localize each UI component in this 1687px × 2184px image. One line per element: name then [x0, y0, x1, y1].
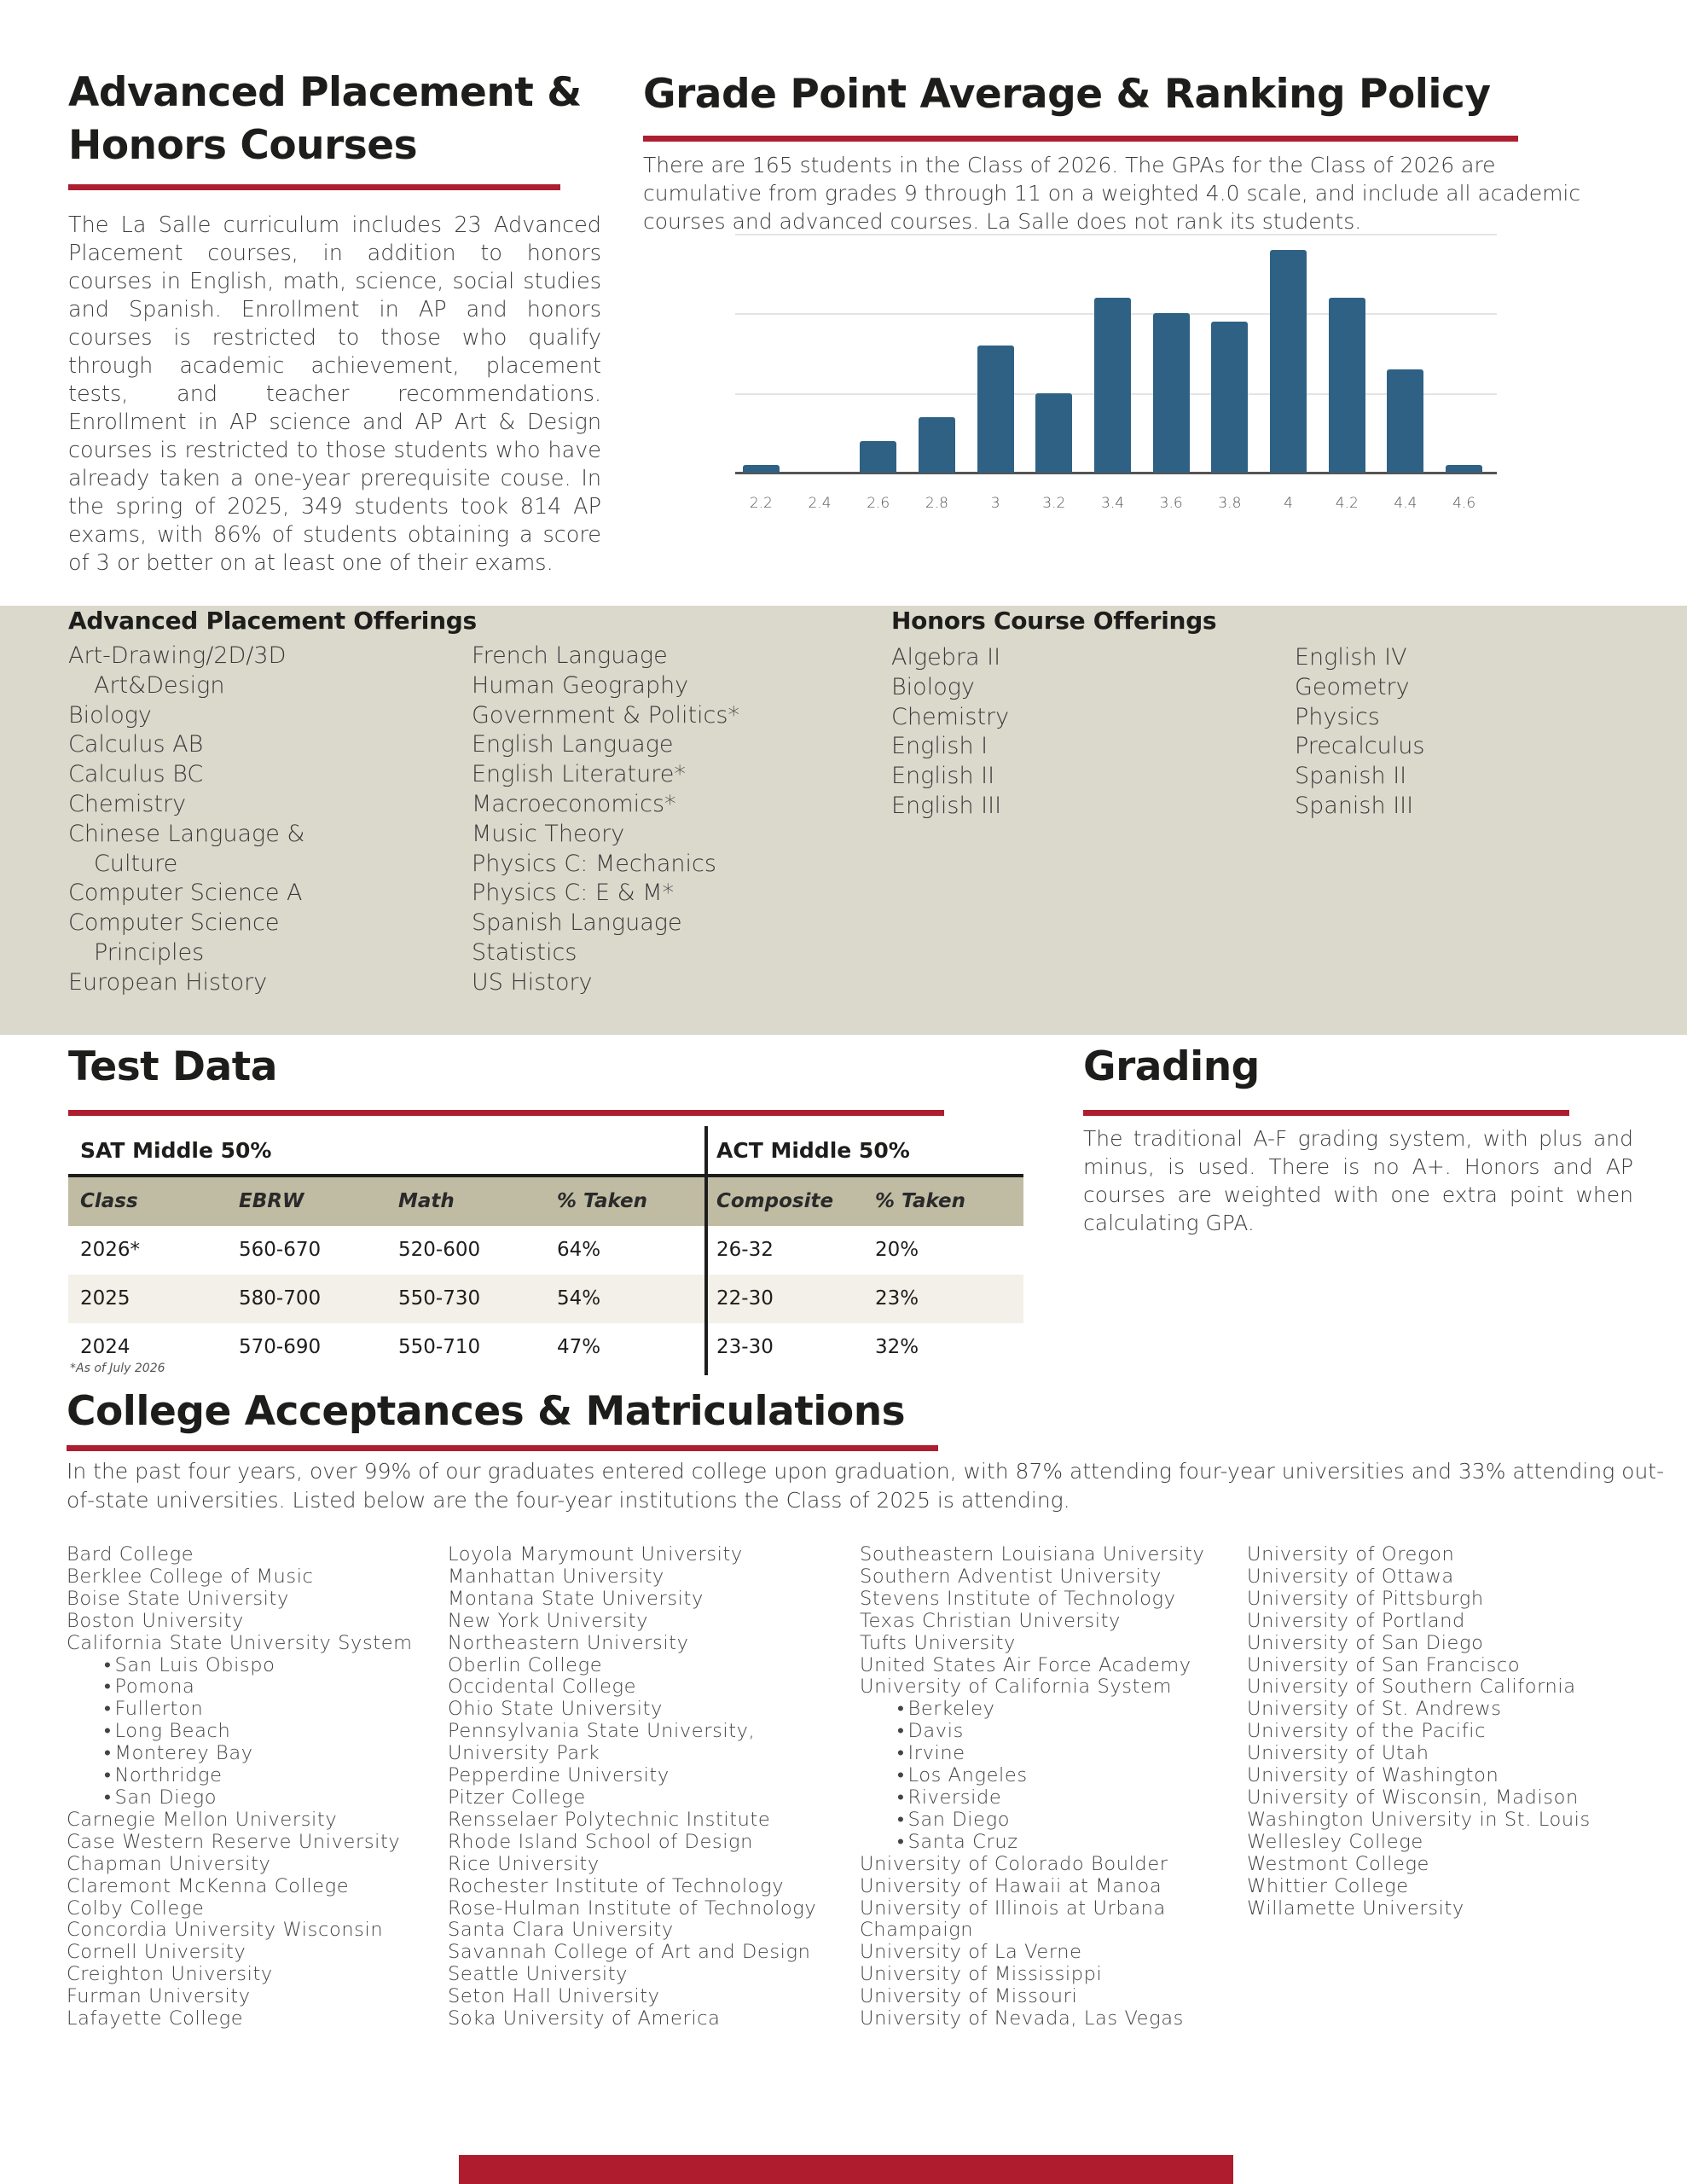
- ap-heading-line2: Honors Courses: [68, 122, 418, 169]
- list-item: Calculus BC: [68, 761, 204, 788]
- chart-x-tick-label: 2.8: [925, 495, 948, 512]
- list-item: • Irvine: [860, 1743, 1204, 1765]
- cell-class: 2024: [80, 1336, 130, 1358]
- list-item: University of La Verne: [860, 1941, 1082, 1964]
- list-item: Stevens Institute of Technology: [860, 1587, 1176, 1610]
- col-header-class: Class: [80, 1190, 138, 1212]
- list-item: Seton Hall University: [448, 1985, 660, 2008]
- cell-act-taken: 20%: [875, 1239, 919, 1261]
- list-item: Montana State University: [448, 1587, 704, 1610]
- chart-x-tick-label: 3: [990, 495, 1000, 512]
- list-item: University of Illinois at Urbana: [860, 1896, 1166, 1920]
- list-item: Statistics: [472, 938, 577, 966]
- chart-bar: [977, 346, 1014, 473]
- list-item: University of Oregon: [1247, 1543, 1455, 1565]
- chart-bar: [1329, 298, 1365, 473]
- ap-offerings-title: Advanced Placement Offerings: [68, 607, 477, 635]
- honors-offerings-title: Honors Course Offerings: [891, 607, 1217, 635]
- ap-offerings-list-1: [68, 642, 304, 998]
- list-item: Calculus AB: [68, 731, 204, 758]
- list-item: Rice University: [448, 1852, 600, 1875]
- chart-bar: [919, 417, 955, 473]
- list-item: University of San Diego: [1247, 1631, 1484, 1654]
- ap-offerings-list-2: [472, 642, 739, 998]
- chart-x-tick-label: 2.6: [867, 495, 890, 512]
- list-item: Washington University in St. Louis: [1247, 1808, 1591, 1831]
- list-item: • San Diego: [67, 1787, 413, 1809]
- list-item: Art&Design: [94, 671, 225, 699]
- list-item: University of Mississippi: [860, 1963, 1103, 1986]
- list-item: University of California System: [860, 1676, 1172, 1699]
- footer-bar: [459, 2155, 1233, 2184]
- ap-honors-heading: [68, 67, 631, 172]
- list-item: Tufts University: [860, 1631, 1016, 1654]
- test-data-footnote: *As of July 2026: [70, 1362, 165, 1375]
- gpa-heading: Grade Point Average & Ranking Policy: [643, 71, 1491, 118]
- chart-x-tick-label: 4: [1284, 495, 1293, 512]
- list-item: Spanish II: [1295, 763, 1407, 790]
- list-item: Principles: [94, 938, 205, 966]
- list-item: Algebra II: [891, 644, 1001, 671]
- list-item: • Berkeley: [860, 1699, 1204, 1721]
- list-item: Spanish III: [1295, 792, 1414, 819]
- list-item: University of Ottawa: [1247, 1565, 1454, 1588]
- list-item: French Language: [472, 642, 668, 669]
- list-item: New York University: [448, 1609, 649, 1632]
- list-item: Whittier College: [1247, 1874, 1409, 1897]
- list-item: Government & Politics*: [472, 701, 739, 729]
- chart-x-tick-label: 3.2: [1042, 495, 1066, 512]
- honors-offerings-list-1: [891, 643, 1009, 822]
- list-item: University of Pittsburgh: [1247, 1587, 1484, 1610]
- list-item: Cornell University: [67, 1941, 246, 1964]
- list-item: Seattle University: [448, 1963, 629, 1986]
- college-list-column-3: [860, 1544, 1204, 2030]
- chart-bar: [1270, 250, 1307, 473]
- list-item: Culture: [94, 850, 178, 877]
- chart-bar: [743, 465, 780, 473]
- list-item: Rhode Island School of Design: [448, 1830, 754, 1853]
- grading-rule: [1083, 1110, 1569, 1116]
- list-item: English III: [891, 792, 1002, 819]
- list-item: Manhattan University: [448, 1565, 664, 1588]
- col-header-composite: Composite: [716, 1190, 834, 1212]
- list-item: University of the Pacific: [1247, 1720, 1487, 1743]
- cell-math: 550-710: [398, 1336, 481, 1358]
- table-row: [68, 1226, 1023, 1275]
- list-item: University of Missouri: [860, 1985, 1078, 2008]
- college-description: In the past four years, over 99% of our graduates entered college upon graduation, with 87% attending four-year universities and 33% attending out-of-state universities. Listed below are the four-year institutions the Class of 2025 is attending.: [67, 1459, 1665, 1513]
- list-item: Physics: [1295, 703, 1380, 730]
- list-item: Soka University of America: [448, 2007, 721, 2030]
- list-item: • Santa Cruz: [860, 1832, 1204, 1854]
- list-item: Computer Science: [68, 909, 280, 937]
- chart-x-tick-label: 3.6: [1159, 495, 1183, 512]
- test-data-rule: [68, 1110, 944, 1116]
- list-item: University of St. Andrews: [1247, 1698, 1502, 1721]
- list-item: • Northridge: [67, 1765, 413, 1787]
- ap-heading-line1: Advanced Placement &: [68, 69, 582, 116]
- gpa-heading-rule: [643, 136, 1518, 142]
- list-item: Savannah College of Art and Design: [448, 1941, 811, 1964]
- table-row: [68, 1275, 1023, 1323]
- list-item: English Language: [472, 731, 674, 758]
- chart-x-tick-label: 3.4: [1100, 495, 1125, 512]
- list-item: Texas Christian University: [860, 1609, 1121, 1632]
- cell-class: 2025: [80, 1287, 130, 1310]
- list-item: Lafayette College: [67, 2007, 244, 2030]
- list-item: University of Wisconsin, Madison: [1247, 1786, 1579, 1809]
- list-item: Ohio State University: [448, 1698, 663, 1721]
- cell-math: 550-730: [398, 1287, 481, 1310]
- list-item: University of Colorado Boulder: [860, 1852, 1168, 1875]
- cell-composite: 23-30: [716, 1336, 774, 1358]
- cell-act-taken: 32%: [875, 1336, 919, 1358]
- test-scores-table: [68, 1126, 1023, 1375]
- cell-composite: 26-32: [716, 1239, 774, 1261]
- test-data-heading: Test Data: [68, 1043, 277, 1090]
- list-item: • Riverside: [860, 1787, 1204, 1809]
- list-item: Macroeconomics*: [472, 790, 676, 817]
- list-item: Geometry: [1295, 673, 1410, 700]
- grading-description: The traditional A-F grading system, with plus and minus, is used. There is no A+. Honors and AP courses are weighted with one extra point when calculating GPA.: [1083, 1126, 1633, 1235]
- list-item: Creighton University: [67, 1963, 273, 1986]
- list-item: Spanish Language: [472, 909, 682, 937]
- cell-ebrw: 570-690: [239, 1336, 322, 1358]
- college-list-column-2: [448, 1544, 816, 2030]
- list-item: Rensselaer Polytechnic Institute: [448, 1808, 771, 1831]
- ap-heading-rule: [68, 184, 560, 190]
- cell-sat-taken: 47%: [557, 1336, 601, 1358]
- list-item: Human Geography: [472, 671, 689, 699]
- chart-bar: [1035, 393, 1072, 473]
- list-item: • Pomona: [67, 1676, 413, 1699]
- table-row: [68, 1323, 1023, 1372]
- list-item: Willamette University: [1247, 1896, 1464, 1920]
- chart-x-tick-label: 2.2: [749, 495, 773, 512]
- chart-bar: [1211, 322, 1248, 473]
- list-item: Southern Adventist University: [860, 1565, 1162, 1588]
- list-item: University of Washington: [1247, 1764, 1499, 1787]
- cell-math: 520-600: [398, 1239, 481, 1261]
- list-item: • Monterey Bay: [67, 1743, 413, 1765]
- college-list-column-1: [67, 1544, 413, 2030]
- list-item: United States Air Force Academy: [860, 1653, 1191, 1676]
- list-item: Chemistry: [68, 790, 187, 817]
- list-item: Physics C: E & M*: [472, 880, 675, 907]
- chart-bar: [1153, 313, 1190, 473]
- list-item: • Davis: [860, 1721, 1204, 1743]
- list-item: Westmont College: [1247, 1852, 1430, 1875]
- list-item: Art-Drawing/2D/3D: [68, 642, 287, 669]
- chart-x-tick-label: 3.8: [1218, 495, 1242, 512]
- list-item: Chemistry: [891, 703, 1010, 730]
- list-item: Loyola Marymount University: [448, 1543, 743, 1565]
- cell-composite: 22-30: [716, 1287, 774, 1310]
- list-item: Champaign: [860, 1919, 974, 1942]
- grading-heading: Grading: [1083, 1043, 1260, 1090]
- list-item: US History: [472, 968, 593, 996]
- chart-x-tick-label: 2.4: [808, 495, 832, 512]
- list-item: Bard College: [67, 1543, 194, 1565]
- list-item: Santa Clara University: [448, 1919, 674, 1942]
- list-item: • Fullerton: [67, 1699, 413, 1721]
- chart-x-tick-label: 4.2: [1335, 495, 1359, 512]
- list-item: Biology: [68, 701, 152, 729]
- col-header-sat-taken: % Taken: [557, 1190, 647, 1212]
- list-item: University of Hawaii at Manoa: [860, 1874, 1162, 1897]
- col-header-act-taken: % Taken: [875, 1190, 965, 1212]
- list-item: University of Utah: [1247, 1742, 1429, 1765]
- cell-sat-taken: 54%: [557, 1287, 601, 1310]
- list-item: University of San Francisco: [1247, 1653, 1521, 1676]
- list-item: Rose-Hulman Institute of Technology: [448, 1896, 817, 1920]
- chart-bar: [1387, 369, 1423, 473]
- list-item: Claremont McKenna College: [67, 1874, 350, 1897]
- col-header-ebrw: EBRW: [239, 1190, 304, 1212]
- gpa-description: There are 165 students in the Class of 2026. The GPAs for the Class of 2026 are cumulative from grades 9 through 11 on a weighted 4.0 scale, and include all academic courses and advanced courses. La Salle does not rank its students.: [643, 153, 1581, 234]
- college-rule: [67, 1445, 938, 1451]
- list-item: Southeastern Louisiana University: [860, 1543, 1205, 1565]
- list-item: Berklee College of Music: [67, 1565, 314, 1588]
- gpa-distribution-chart: [735, 234, 1497, 524]
- list-item: Pennsylvania State University,: [448, 1720, 756, 1743]
- list-item: Northeastern University: [448, 1631, 689, 1654]
- table-header-row: [68, 1177, 1023, 1226]
- list-item: Furman University: [67, 1985, 251, 2008]
- sat-group-label: SAT Middle 50%: [80, 1138, 272, 1163]
- list-item: • Long Beach: [67, 1721, 413, 1743]
- list-item: Case Western Reserve University: [67, 1830, 401, 1853]
- list-item: University of Nevada, Las Vegas: [860, 2007, 1184, 2030]
- list-item: Boise State University: [67, 1587, 289, 1610]
- list-item: • Los Angeles: [860, 1765, 1204, 1787]
- act-group-label: ACT Middle 50%: [716, 1138, 910, 1163]
- ap-description: The La Salle curriculum includes 23 Advanced Placement courses, in addition to honors courses in English, math, science, social studies and Spanish. Enrollment in AP and honors courses is restricted to those who qualify through academic achievement, placement tests, and teacher recommendations. Enrollment in AP science and AP Art & Design courses is restricted to those students who have already taken a one-year prerequisite couse. In the spring of 2025, 349 students took 814 AP exams, with 86% of students obtaining a score of 3 or better on at least one of their exams.: [68, 212, 601, 576]
- list-item: English I: [891, 733, 988, 760]
- college-heading: College Acceptances & Matriculations: [67, 1388, 906, 1435]
- list-item: English IV: [1295, 644, 1407, 671]
- list-item: Oberlin College: [448, 1653, 603, 1676]
- list-item: English Literature*: [472, 761, 686, 788]
- chart-bar: [860, 441, 896, 473]
- chart-x-tick-label: 4.6: [1452, 495, 1476, 512]
- list-item: Rochester Institute of Technology: [448, 1874, 785, 1897]
- cell-class: 2026*: [80, 1239, 141, 1261]
- list-item: California State University System: [67, 1631, 413, 1654]
- list-item: Chinese Language &: [68, 820, 305, 847]
- list-item: Occidental College: [448, 1676, 637, 1699]
- course-offerings-panel: [0, 606, 1687, 1035]
- list-item: Boston University: [67, 1609, 244, 1632]
- list-item: Pepperdine University: [448, 1764, 670, 1787]
- honors-offerings-list-2: [1295, 643, 1424, 822]
- list-item: Carnegie Mellon University: [67, 1808, 338, 1831]
- list-item: Computer Science A: [68, 880, 303, 907]
- college-list-column-4: [1247, 1544, 1591, 1920]
- list-item: University of Portland: [1247, 1609, 1465, 1632]
- list-item: University of Southern California: [1247, 1676, 1576, 1699]
- list-item: • San Luis Obispo: [67, 1655, 413, 1677]
- cell-ebrw: 560-670: [239, 1239, 322, 1261]
- chart-bar: [1094, 298, 1131, 473]
- chart-gridline: [735, 234, 1497, 235]
- cell-ebrw: 580-700: [239, 1287, 322, 1310]
- list-item: European History: [68, 968, 268, 996]
- chart-bar: [1446, 465, 1482, 473]
- list-item: University Park: [448, 1742, 600, 1765]
- col-header-math: Math: [398, 1190, 455, 1212]
- list-item: Pitzer College: [448, 1786, 586, 1809]
- list-item: Music Theory: [472, 820, 625, 847]
- list-item: Concordia University Wisconsin: [67, 1919, 384, 1942]
- list-item: Wellesley College: [1247, 1830, 1423, 1853]
- list-item: Colby College: [67, 1896, 205, 1920]
- list-item: • San Diego: [860, 1809, 1204, 1832]
- list-item: Biology: [891, 673, 975, 700]
- list-item: English II: [891, 763, 995, 790]
- cell-sat-taken: 64%: [557, 1239, 601, 1261]
- cell-act-taken: 23%: [875, 1287, 919, 1310]
- list-item: Precalculus: [1295, 733, 1425, 760]
- sat-act-divider: [704, 1126, 708, 1375]
- chart-x-tick-label: 4.4: [1394, 495, 1417, 512]
- list-item: Chapman University: [67, 1852, 271, 1875]
- list-item: Physics C: Mechanics: [472, 850, 716, 877]
